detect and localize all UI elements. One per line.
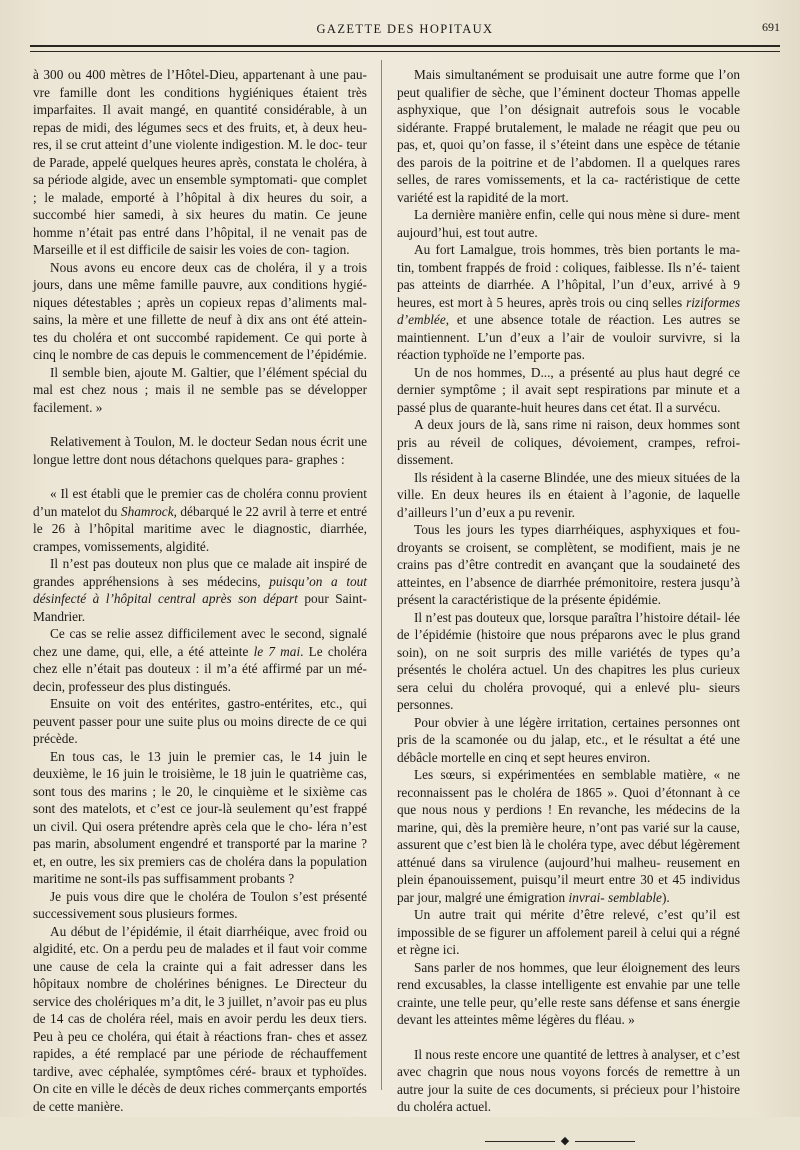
paragraph: Relativement à Toulon, M. le docteur Sedan nous écrit une longue lettre dont nous détachons quelques para- graphes :	[33, 433, 367, 468]
paragraph: La dernière manière enfin, celle qui nous mène si dure- ment aujourd’hui, est tout autre.	[397, 206, 740, 241]
end-ornament	[397, 1136, 740, 1146]
paragraph: Il n’est pas douteux que, lorsque paraîtra l’histoire détail- lée de l’épidémie (histoire que nous préparons avec le plus grand soin), on ne soit surpris des mille variétés de types qu’a présentés le choléra actuel. Un des chapitres les plus curieux sera celui du choléra provoqué, qui a enlevé plu- sieurs personnes.	[397, 609, 740, 714]
paragraph: Un autre trait qui mérite d’être relevé, c’est qu’il est impossible de se figurer un affolement pareil à celui qui a régné et règne ici.	[397, 906, 740, 959]
paragraph: Sans parler de nos hommes, que leur éloignement des leurs rend excusables, la classe intelligente est envahie par une telle crainte, une telle peur, qu’elle reste sans défense et sans énergie devant les atteintes même légères du fléau. »	[397, 959, 740, 1029]
paragraph: Au fort Lamalgue, trois hommes, très bien portants le ma- tin, tombent frappés de froid : coliques, faiblesse. Ils n’é- taient pas atteints de diarrhée. A l’hôpital, l’un d’eux, arrivé à 9 heures, est mort à 5 heures, après trois ou cinq selles riziformes d’emblée, et une absence totale de réaction. Les autres se maintiennent. L’un d’eux a l’air de vouloir survivre, si la réaction typhoïde ne l’emporte pas.	[397, 241, 740, 364]
paragraph: A deux jours de là, sans rime ni raison, deux hommes sont pris au réveil de coliques, dévoiement, crampes, refroi- dissement.	[397, 416, 740, 469]
paragraph: Pour obvier à une légère irritation, certaines personnes ont pris de la scamonée ou du jalap, etc., et le résultat a été une débâcle mortelle en cinq et sept heures environ.	[397, 714, 740, 767]
paragraph: Il semble bien, ajoute M. Galtier, que l’élément spécial du mal est chez nous ; mais il ne semble pas se développer facilement. »	[33, 364, 367, 417]
column-separator	[381, 60, 382, 1090]
paragraph: Ils résident à la caserne Blindée, une des mieux situées de la ville. En deux heures ils en étaient à l’agonie, de laquelle d’ailleurs l’un d’eux a pu revenir.	[397, 469, 740, 522]
paragraph: Tous les jours les types diarrhéiques, asphyxiques et fou- droyants se croisent, se complètent, se modifient, mais je ne crains pas d’être contredit en avançant que la soudaineté des atteintes, en l’absence de diarrhée prémonitoire, restera jusqu’à présent la caractéristique de la présente épidémie.	[397, 521, 740, 609]
paragraph: Les sœurs, si expérimentées en semblable matière, « ne reconnaissent pas le choléra de 1865 ». Quoi d’étonnant à ce que nous nous y perdions ! En revanche, les médecins de la marine, qui, dès la première heure, n’ont pas varié sur la cause, assurent que c’est bien là le choléra type, avec début légèrement atténué dans sa virulence (aujourd’hui malheu- reusement en plein épanouissement, puisqu’il meurt entre 30 et 45 individus par jour, malgré une émigration invrai- semblable).	[397, 766, 740, 906]
paragraph: Je puis vous dire que le choléra de Toulon s’est présenté successivement sous plusieurs formes.	[33, 888, 367, 923]
journal-title: GAZETTE DES HOPITAUX	[30, 22, 780, 37]
paragraph: Il n’est pas douteux non plus que ce malade ait inspiré de grandes appréhensions à ses médecins, puisqu’on a tout désinfecté à l’hôpital central après son départ pour Saint- Mandrier.	[33, 555, 367, 625]
paragraph: Mais simultanément se produisait une autre forme que l’on peut qualifier de sèche, que l’éminent docteur Thomas appelle asphyxique, que l’on désignait autrefois sous le vocable sidérante. Frappé brutalement, le malade ne réagit que peu ou pas, et, quoi qu’on fasse, il s’éteint dans une espèce de tétanie des parois de la poitrine et de l’abdomen. Il a quelques rares selles, de rares vomissements, et la ca- ractéristique de cette variété est la rapidité de la mort.	[397, 66, 740, 206]
paragraph: Ce cas se relie assez difficilement avec le second, signalé chez une dame, qui, elle, a été atteinte le 7 mai. Le choléra chez elle n’était pas douteux : il m’a été affirmé par un mé- decin, professeur des plus distingués.	[33, 625, 367, 695]
paragraph: En tous cas, le 13 juin le premier cas, le 14 juin le deuxième, le 16 juin le troisième, le 18 juin le quatrième cas, sont tous des marins ; le 20, le cinquième et le sixième cas sont des matelots, et c’est ce jour-là seulement qu’est frappé un civil. Qui osera prétendre après cela que le cho- léra n’est pas marin, absolument engendré et transporté par la marine ? et, en outre, les six premiers cas de choléra dans la population maritime ne sont-ils pas suffisamment probants ?	[33, 748, 367, 888]
paragraph: Nous avons eu encore deux cas de choléra, il y a trois jours, dans une même famille pauvre, aux conditions hygié- niques détestables ; après un copieux repas d’aliments mal- sains, la mère et une fillette de neuf à dix ans ont été attein- tes du choléra et ont succombé rapidement. Ce qui porte à cinq le nombre de cas depuis le commencement de l’épidémie.	[33, 259, 367, 364]
left-column	[33, 66, 367, 1115]
page-header	[30, 22, 780, 42]
paragraph: « Il est établi que le premier cas de choléra connu provient d’un matelot du Shamrock, débarqué le 22 avril à terre et entré le 26 à l’hôpital maritime avec le diagnostic, diarrhée, crampes, vomissements, algidité.	[33, 485, 367, 555]
ornament-diamond-icon: ◆	[555, 1133, 575, 1150]
paragraph: Ensuite on voit des entérites, gastro-entérites, etc., qui peuvent passer pour une suite plus ou moins directe de ce qui précède.	[33, 695, 367, 748]
paragraph: à 300 ou 400 mètres de l’Hôtel-Dieu, appartenant à une pau- vre famille dont les conditions hygiéniques étaient très imparfaites. Il avait mangé, en quantité considérable, à un repas de midi, des légumes secs et des fruits, et, à deux heu- res, il se crut atteint d’une violente indigestion. M. le doc- teur de Parade, appelé quelques heures après, constata le choléra, à sa période algide, avec un ensemble symptomati- que complet ; le malade, emporté à l’hôpital à dix heures du soir, a succombé hier samedi, à six heures du matin. Ce jeune homme n’était pas entré dans l’hôpital, il ne venait pas de Marseille et il est difficile de saisir les voies de con- tagion.	[33, 66, 367, 259]
right-column	[397, 66, 740, 1146]
page-number: 691	[762, 20, 780, 35]
ornament-line-left	[485, 1141, 555, 1142]
header-rule-thick	[30, 45, 780, 47]
header-rule-thin	[30, 51, 780, 52]
paragraph: Au début de l’épidémie, il était diarrhéique, avec froid ou algidité, etc. On a perdu peu de malades et il faut voir comme une cause de cela la crainte qui a fait adresser dans les hôpitaux nombre de cholérines bénignes. Le Directeur du service des cholériques m’a dit, le 3 juillet, n’avoir pas eu plus de 14 cas de choléra réel, mais en avoir perdu les deux tiers. Peu à peu ce choléra, qui était à réactions fran- ches et assez rapides, a été remplacé par une période de réchauffement tardive, avec céphalée, symptômes céré- braux et typhoïdes. On cite en ville le décès de deux riches commerçants emportés de cette manière.	[33, 923, 367, 1116]
paragraph: Il nous reste encore une quantité de lettres à analyser, et c’est avec chagrin que nous nous voyons forcés de remettre à un autre jour la suite de ces documents, si précieux pour l’histoire du choléra actuel.	[397, 1046, 740, 1116]
ornament-line-right	[575, 1141, 635, 1142]
paragraph: Un de nos hommes, D..., a présenté au plus haut degré ce dernier symptôme ; il avait sept respirations par minute et a passé plus de quarante-huit heures dans cet état. Il a survécu.	[397, 364, 740, 417]
